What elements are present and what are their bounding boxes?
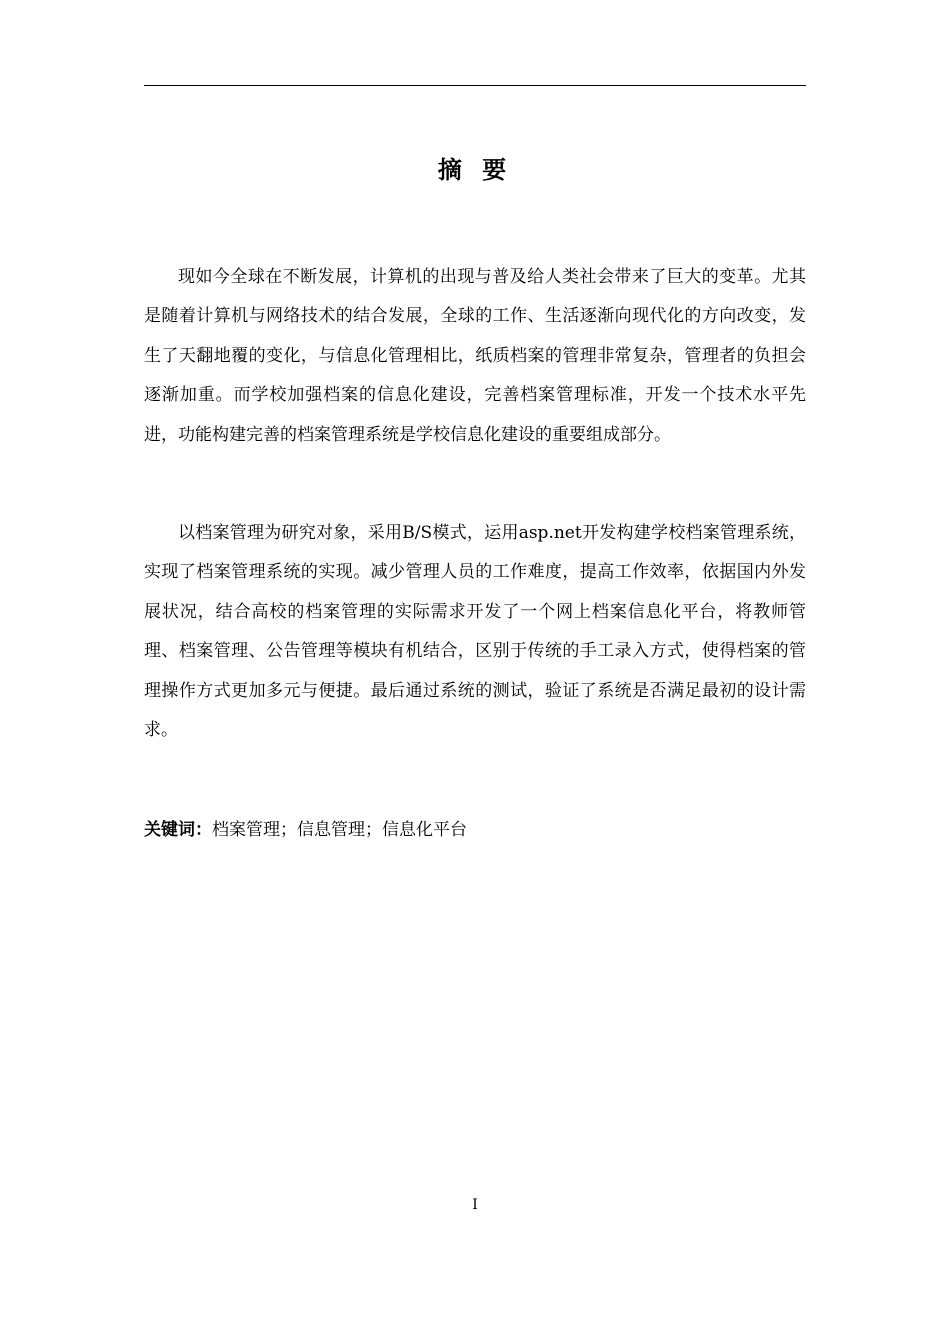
page-number: I: [472, 1197, 478, 1213]
abstract-paragraph-2: 以档案管理为研究对象，采用B/S模式，运用asp.net开发构建学校档案管理系统，实现了档案管理系统的实现。减少管理人员的工作难度，提高工作效率，依据国内外发展状况，结合高校的档案管理的实际需求开发了一个网上档案信息化平台，将教师管理、档案管理、公告管理等模块有机结合，区别于传统的手工录入方式，使得档案的管理操作方式更加多元与便捷。最后通过系统的测试，验证了系统是否满足最初的设计需求。: [144, 523, 806, 741]
keywords-label: 关键词：: [144, 820, 212, 840]
header-rule: [144, 85, 806, 86]
abstract-title: 摘 要: [437, 156, 513, 184]
abstract-paragraph-1: 现如今全球在不断发展，计算机的出现与普及给人类社会带来了巨大的变革。尤其是随着计算机与网络技术的结合发展，全球的工作、生活逐渐向现代化的方向改变，发生了天翻地覆的变化，与信息化管理相比，纸质档案的管理非常复杂，管理者的负担会逐渐加重。而学校加强档案的信息化建设，完善档案管理标准，开发一个技术水平先进，功能构建完善的档案管理系统是学校信息化建设的重要组成部分。: [144, 267, 806, 445]
keywords-value: 档案管理；信息管理；信息化平台: [212, 820, 467, 840]
keywords-line: [144, 812, 806, 848]
